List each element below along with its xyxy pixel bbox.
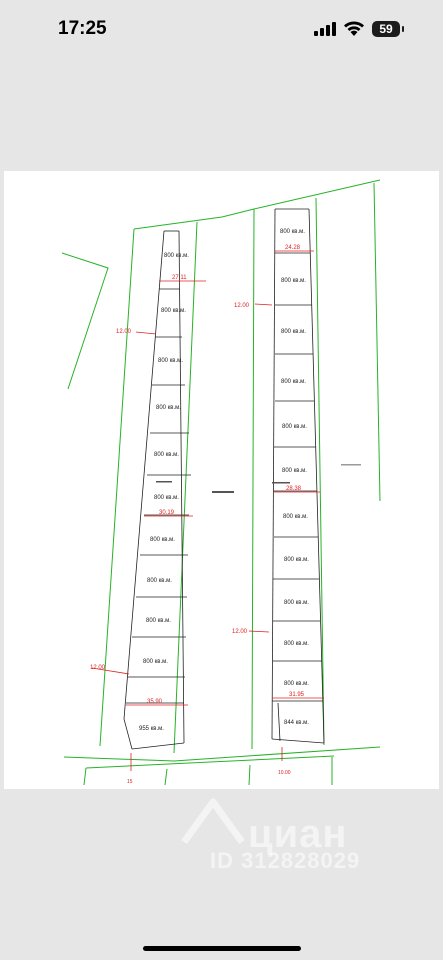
dimension-label: 27.11 — [172, 275, 187, 281]
dimension-label: 12.00 — [234, 303, 250, 309]
lot-area-label: 955 кв.м. — [139, 726, 164, 732]
right-lot-labels — [280, 229, 309, 726]
lot-area-label: 800 кв.м. — [143, 659, 168, 665]
boundary-line — [316, 198, 324, 745]
dimension-label: 30.19 — [159, 510, 175, 516]
lot-area-label: 800 кв.м. — [284, 600, 309, 606]
lot-area-label: 844 кв.м. — [284, 720, 309, 726]
boundary-line — [134, 180, 380, 229]
battery-tip — [402, 26, 404, 32]
lot-area-label: 800 кв.м. — [154, 452, 179, 458]
lot-area-label: 800 кв.м. — [284, 641, 309, 647]
dimension-label: 31.95 — [289, 692, 305, 698]
dimension-label: 12.00 — [116, 329, 132, 335]
right-lot-strip — [272, 209, 324, 743]
lot-area-label: 800 кв.м. — [281, 379, 306, 385]
boundary-line — [100, 229, 134, 746]
lot-area-label: 800 кв.м. — [284, 557, 309, 563]
boundary-line — [252, 209, 254, 749]
boundary-line — [64, 747, 380, 761]
lot-area-label: 800 кв.м. — [280, 229, 305, 235]
boundary-line — [174, 222, 197, 753]
dimension-label: 15 — [127, 779, 133, 785]
lot-area-label: 800 кв.м. — [164, 253, 189, 259]
lot-area-label: 800 кв.м. — [282, 424, 307, 430]
watermark-brand: циан — [248, 812, 348, 856]
battery-icon: 59 — [372, 21, 400, 37]
lot-area-label: 800 кв.м. — [156, 405, 181, 411]
dimension-label: 28.38 — [286, 486, 302, 492]
home-indicator[interactable] — [143, 946, 301, 951]
lot-area-label: 800 кв.м. — [161, 308, 186, 314]
lot-area-label: 800 кв.м. — [154, 495, 179, 501]
dimension-label: 12.00 — [90, 665, 106, 671]
boundary-line — [62, 253, 108, 389]
lot-area-label: 800 кв.м. — [284, 681, 309, 687]
lot-area-label: 800 кв.м. — [283, 514, 308, 520]
status-bar — [0, 0, 443, 60]
wifi-icon — [343, 20, 365, 37]
boundary-line — [86, 756, 334, 768]
boundary-line — [374, 183, 380, 501]
lot-area-label: 800 кв.м. — [146, 618, 171, 624]
clock: 17:25 — [58, 18, 107, 39]
lot-area-label: 800 кв.м. — [150, 537, 175, 543]
lot-area-label: 800 кв.м. — [282, 468, 307, 474]
boundary-line — [249, 765, 250, 785]
dimension-label: 35.90 — [147, 699, 163, 705]
cian-logo-icon — [180, 796, 250, 848]
right-lot-dividers — [272, 253, 323, 701]
site-plan-image[interactable] — [4, 171, 439, 789]
dimension-label: 24.28 — [285, 245, 301, 251]
boundary-line — [84, 768, 86, 785]
lot-area-label: 800 кв.м. — [281, 278, 306, 284]
lot-area-label: 800 кв.м. — [158, 358, 183, 364]
lot-area-label: 800 кв.м. — [281, 329, 306, 335]
watermark-listing-id: ID 312828029 — [210, 848, 361, 873]
boundary-line — [165, 769, 167, 785]
lot-area-label: 800 кв.м. — [147, 578, 172, 584]
dimension-label: 10.00 — [278, 770, 291, 776]
dimension-label: 12.00 — [232, 629, 248, 635]
site-plan-drawing — [4, 171, 439, 789]
cellular-signal-icon — [314, 22, 336, 36]
